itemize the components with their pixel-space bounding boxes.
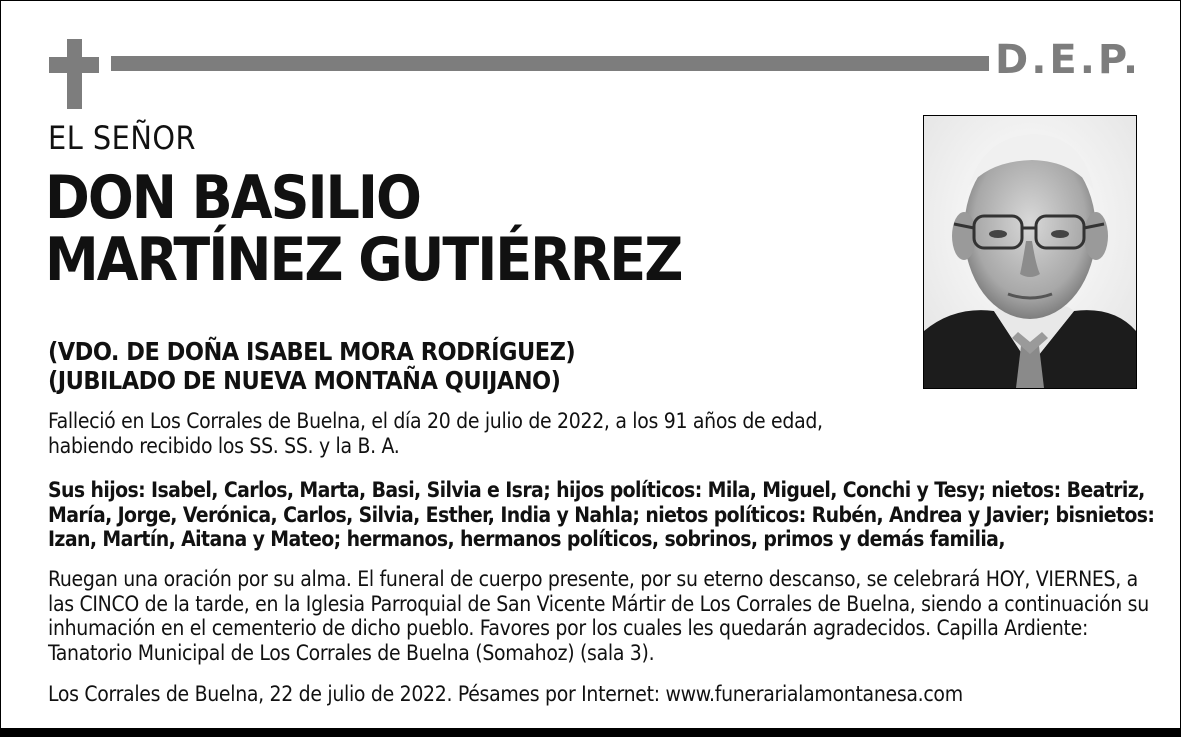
closing-line: Los Corrales de Buelna, 22 de julio de 2022. Pésames por Internet: www.funerarialamontanesa.com bbox=[48, 682, 963, 706]
header-rule bbox=[111, 56, 989, 71]
deceased-name bbox=[45, 163, 682, 295]
cross-icon bbox=[49, 39, 99, 109]
family-list: Sus hijos: Isabel, Carlos, Marta, Basi, Silvia e Isra; hijos políticos: Mila, Miguel, Conchi y Tesy; nietos: Beatriz, María, Jorge, Verónica, Carlos, Silvia, Esther, India y Nahla; nietos políticos: Rubén, Andrea y Javier; bisnietos: Izan, Martín, Aitana y Mateo; hermanos, hermanos políticos, sobrinos, primos y demás familia, bbox=[48, 478, 1155, 551]
retired-note: (JUBILADO DE NUEVA MONTAÑA QUIJANO) bbox=[48, 366, 561, 395]
bottom-border bbox=[1, 728, 1180, 736]
portrait-photo bbox=[923, 115, 1137, 389]
name-line-2: MARTÍNEZ GUTIÉRREZ bbox=[45, 225, 682, 295]
death-notice: Falleció en Los Corrales de Buelna, el día 20 de julio de 2022, a los 91 años de edad, habiendo recibido los SS. SS. y la B. A. bbox=[48, 409, 823, 458]
name-line-1: DON BASILIO bbox=[45, 163, 420, 233]
widower-note: (VDO. DE DOÑA ISABEL MORA RODRÍGUEZ) bbox=[48, 337, 576, 366]
honorific-title: EL SEÑOR bbox=[48, 119, 197, 157]
subtitle-block bbox=[48, 337, 575, 395]
dep-label: D.E.P. bbox=[995, 37, 1142, 83]
funeral-details: Ruegan una oración por su alma. El funeral de cuerpo presente, por su eterno descanso, se celebrará HOY, VIERNES, a las CINCO de la tarde, en la Iglesia Parroquial de San Vicente Mártir de Los Corrales de Buelna, siendo a continuación su inhumación en el cementerio de dicho pueblo. Favores por los cuales les quedarán agradecidos. Capilla Ardiente: Tanatorio Municipal de Los Corrales de Buelna (Somahoz) (sala 3). bbox=[48, 567, 1149, 665]
